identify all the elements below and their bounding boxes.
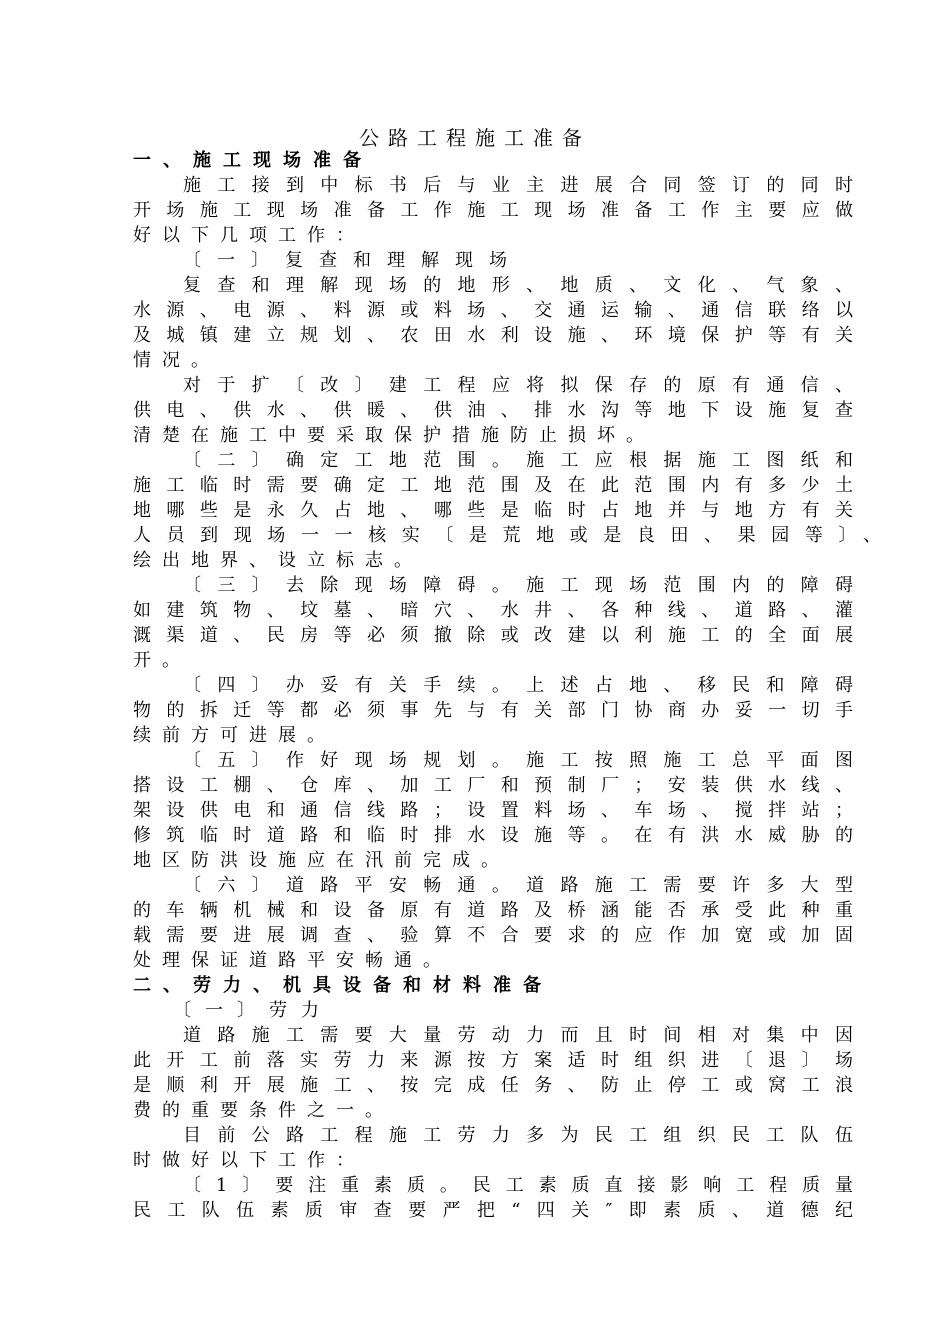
paragraph-line: 〔三〕去除现场障碍。施工现场范围内的障碍 — [183, 575, 853, 596]
paragraph-line: 地哪些是永久占地、哪些是临时占地并与地方有关 — [133, 500, 853, 521]
paragraph-line: 人员到现场一一核实〔是荒地或是良田、果园等〕、 — [133, 525, 881, 546]
paragraph-line: 时做好以下工作： — [133, 1150, 365, 1171]
paragraph-line: 及城镇建立规划、农田水利设施、环境保护等有关 — [133, 325, 853, 346]
paragraph-line: 开场施工现场准备工作施工现场准备工作主要应做 — [133, 200, 853, 221]
paragraph-line: 物的拆迁等都必须事先与有关部门协商办妥一切手 — [133, 700, 853, 721]
paragraph-line: 道路施工需要大量劳动力而且时间相对集中因 — [183, 1025, 853, 1046]
paragraph-line: 施工临时需要确定工地范围及在此范围内有多少土 — [133, 475, 853, 496]
paragraph-line: 民工队伍素质审查要严把“四关″即素质、道德纪 — [133, 1200, 853, 1221]
page-title: 公路工程施工准备 — [359, 126, 591, 150]
paragraph-line: 溉渠道、民房等必须撤除或改建以利施工的全面展 — [133, 625, 853, 646]
paragraph-line: 如建筑物、坟墓、暗穴、水井、各种线、道路、灌 — [133, 600, 853, 621]
paragraph-line: 绘出地界、设立标志。 — [133, 550, 423, 571]
paragraph-line: 〔二〕确定工地范围。施工应根据施工图纸和 — [183, 450, 853, 471]
paragraph-line: 的车辆机械和设备原有道路及桥涵能否承受此种重 — [133, 900, 853, 921]
paragraph-line: 对于扩〔改〕建工程应将拟保存的原有通信、 — [183, 375, 853, 396]
paragraph-line: 续前方可进展。 — [133, 725, 336, 746]
paragraph-line: 供电、供水、供暖、供油、排水沟等地下设施复查 — [133, 400, 853, 421]
paragraph-line: 载需要进展调查、验算不合要求的应作加宽或加固 — [133, 925, 853, 946]
paragraph-line: 施工接到中标书后与业主进展合同签订的同时 — [183, 175, 853, 196]
paragraph-line: 处理保证道路平安畅通。 — [133, 950, 452, 971]
paragraph-line: 开。 — [133, 650, 191, 671]
paragraph-line: 目前公路工程施工劳力多为民工组织民工队伍 — [183, 1125, 853, 1146]
paragraph-line: 情况。 — [133, 350, 220, 371]
paragraph-line: 〔1〕要注重素质。民工素质直接影响工程质量 — [183, 1175, 853, 1196]
section-heading-1: 一、施工现场准备 — [133, 150, 373, 171]
paragraph-line: 地区防洪设施应在汛前完成。 — [133, 850, 510, 871]
paragraph-line: 好以下几项工作： — [133, 225, 365, 246]
paragraph-line: 水源、电源、料源或料场、交通运输、通信联络以 — [133, 300, 853, 321]
paragraph-line: 〔六〕道路平安畅通。道路施工需要许多大型 — [183, 875, 853, 896]
paragraph-line: 此开工前落实劳力来源按方案适时组织进〔退〕场 — [133, 1050, 853, 1071]
paragraph-line: 复查和理解现场的地形、地质、文化、气象、 — [183, 275, 853, 296]
subsection-heading: 〔一〕劳力 — [173, 1000, 333, 1021]
paragraph-line: 〔四〕办妥有关手续。上述占地、移民和障碍 — [183, 675, 853, 696]
paragraph-line: 架设供电和通信线路；设置料场、车场、搅拌站； — [133, 800, 853, 821]
paragraph-line: 〔五〕作好现场规划。施工按照施工总平面图 — [183, 750, 853, 771]
paragraph-line: 是顺利开展施工、按完成任务、防止停工或窝工浪 — [133, 1075, 853, 1096]
paragraph-line: 清楚在施工中要采取保护措施防止损坏。 — [133, 425, 655, 446]
paragraph-line: 费的重要条件之一。 — [133, 1100, 394, 1121]
subsection-heading: 〔一〕复查和理解现场 — [183, 250, 523, 271]
paragraph-line: 搭设工棚、仓库、加工厂和预制厂；安装供水线、 — [133, 775, 853, 796]
paragraph-line: 修筑临时道路和临时排水设施等。在有洪水威胁的 — [133, 825, 853, 846]
section-heading-2: 二、劳力、机具设备和材料准备 — [133, 975, 553, 996]
